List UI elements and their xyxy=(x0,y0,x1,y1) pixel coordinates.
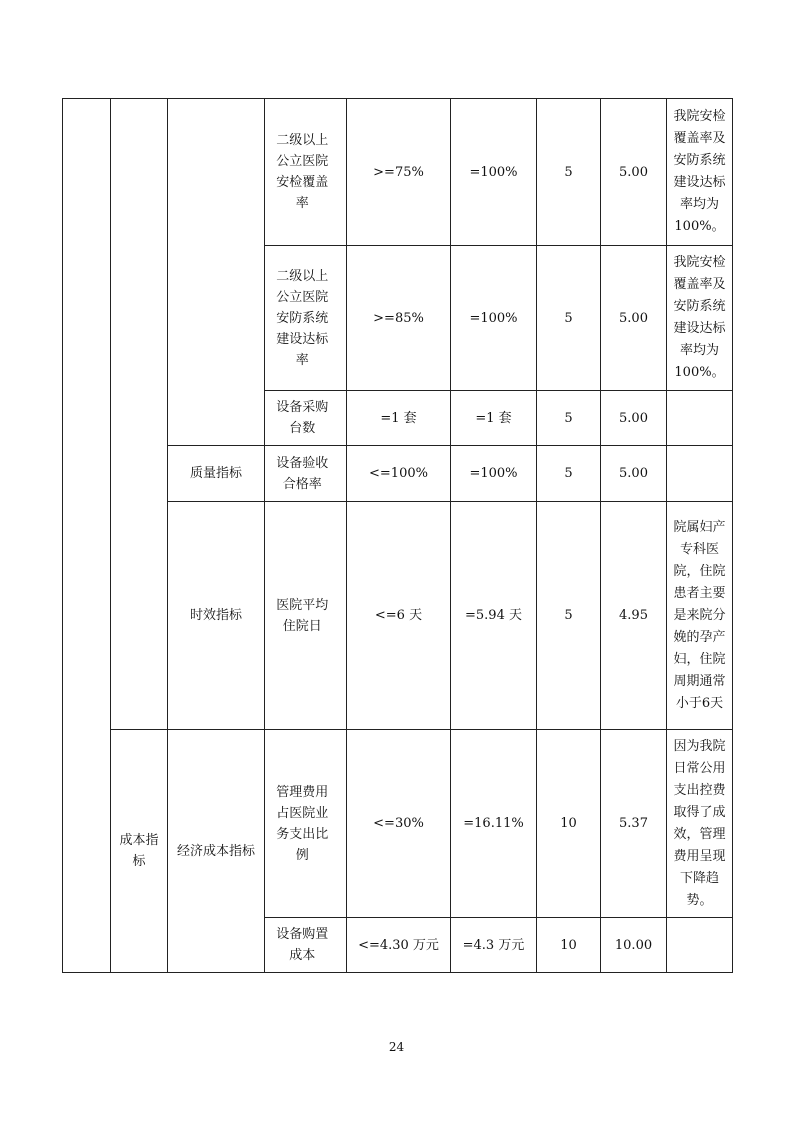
actual-value-cell: =100% xyxy=(451,446,537,502)
indicator-cell: 二级以上公立医院安防系统建设达标率 xyxy=(265,246,347,391)
note-cell: 因为我院日常公用支出控费取得了成效，管理费用呈现下降趋势。 xyxy=(667,730,733,918)
performance-table xyxy=(62,98,733,973)
second-level-cell: 成本指标 xyxy=(111,730,168,973)
score-cell: 4.95 xyxy=(601,502,667,730)
actual-value-cell: =4.3 万元 xyxy=(451,918,537,973)
note-cell: 我院安检覆盖率及安防系统建设达标率均为100%。 xyxy=(667,246,733,391)
indicator-cell: 管理费用占医院业务支出比例 xyxy=(265,730,347,918)
page-number: 24 xyxy=(388,1040,405,1054)
actual-value-cell: =16.11% xyxy=(451,730,537,918)
actual-value-cell: =1 套 xyxy=(451,391,537,446)
indicator-cell: 设备验收合格率 xyxy=(265,446,347,502)
table-row xyxy=(63,99,733,246)
weight-cell: 5 xyxy=(537,446,601,502)
score-cell: 10.00 xyxy=(601,918,667,973)
note-cell: 院属妇产专科医院，住院患者主要是来院分娩的孕产妇，住院周期通常小于6天 xyxy=(667,502,733,730)
weight-cell: 10 xyxy=(537,730,601,918)
weight-cell: 5 xyxy=(537,246,601,391)
indicator-cell: 医院平均住院日 xyxy=(265,502,347,730)
score-cell: 5.00 xyxy=(601,391,667,446)
weight-cell: 10 xyxy=(537,918,601,973)
note-cell: 我院安检覆盖率及安防系统建设达标率均为100%。 xyxy=(667,99,733,246)
score-cell: 5.00 xyxy=(601,99,667,246)
third-level-cell: 质量指标 xyxy=(168,446,265,502)
weight-cell: 5 xyxy=(537,502,601,730)
target-value-cell: <=100% xyxy=(347,446,451,502)
target-value-cell: <=4.30 万元 xyxy=(347,918,451,973)
score-cell: 5.00 xyxy=(601,246,667,391)
table-row xyxy=(63,730,733,918)
note-cell xyxy=(667,391,733,446)
third-level-cell xyxy=(168,99,265,446)
second-level-cell xyxy=(111,99,168,730)
target-value-cell: >=85% xyxy=(347,246,451,391)
indicator-cell: 设备购置成本 xyxy=(265,918,347,973)
note-cell xyxy=(667,918,733,973)
indicator-cell: 二级以上公立医院安检覆盖率 xyxy=(265,99,347,246)
actual-value-cell: =5.94 天 xyxy=(451,502,537,730)
actual-value-cell: =100% xyxy=(451,99,537,246)
target-value-cell: <=30% xyxy=(347,730,451,918)
target-value-cell: >=75% xyxy=(347,99,451,246)
weight-cell: 5 xyxy=(537,391,601,446)
note-cell xyxy=(667,446,733,502)
target-value-cell: =1 套 xyxy=(347,391,451,446)
third-level-cell: 经济成本指标 xyxy=(168,730,265,973)
third-level-cell: 时效指标 xyxy=(168,502,265,730)
score-cell: 5.00 xyxy=(601,446,667,502)
first-level-cell xyxy=(63,99,111,973)
score-cell: 5.37 xyxy=(601,730,667,918)
target-value-cell: <=6 天 xyxy=(347,502,451,730)
actual-value-cell: =100% xyxy=(451,246,537,391)
indicator-cell: 设备采购台数 xyxy=(265,391,347,446)
weight-cell: 5 xyxy=(537,99,601,246)
